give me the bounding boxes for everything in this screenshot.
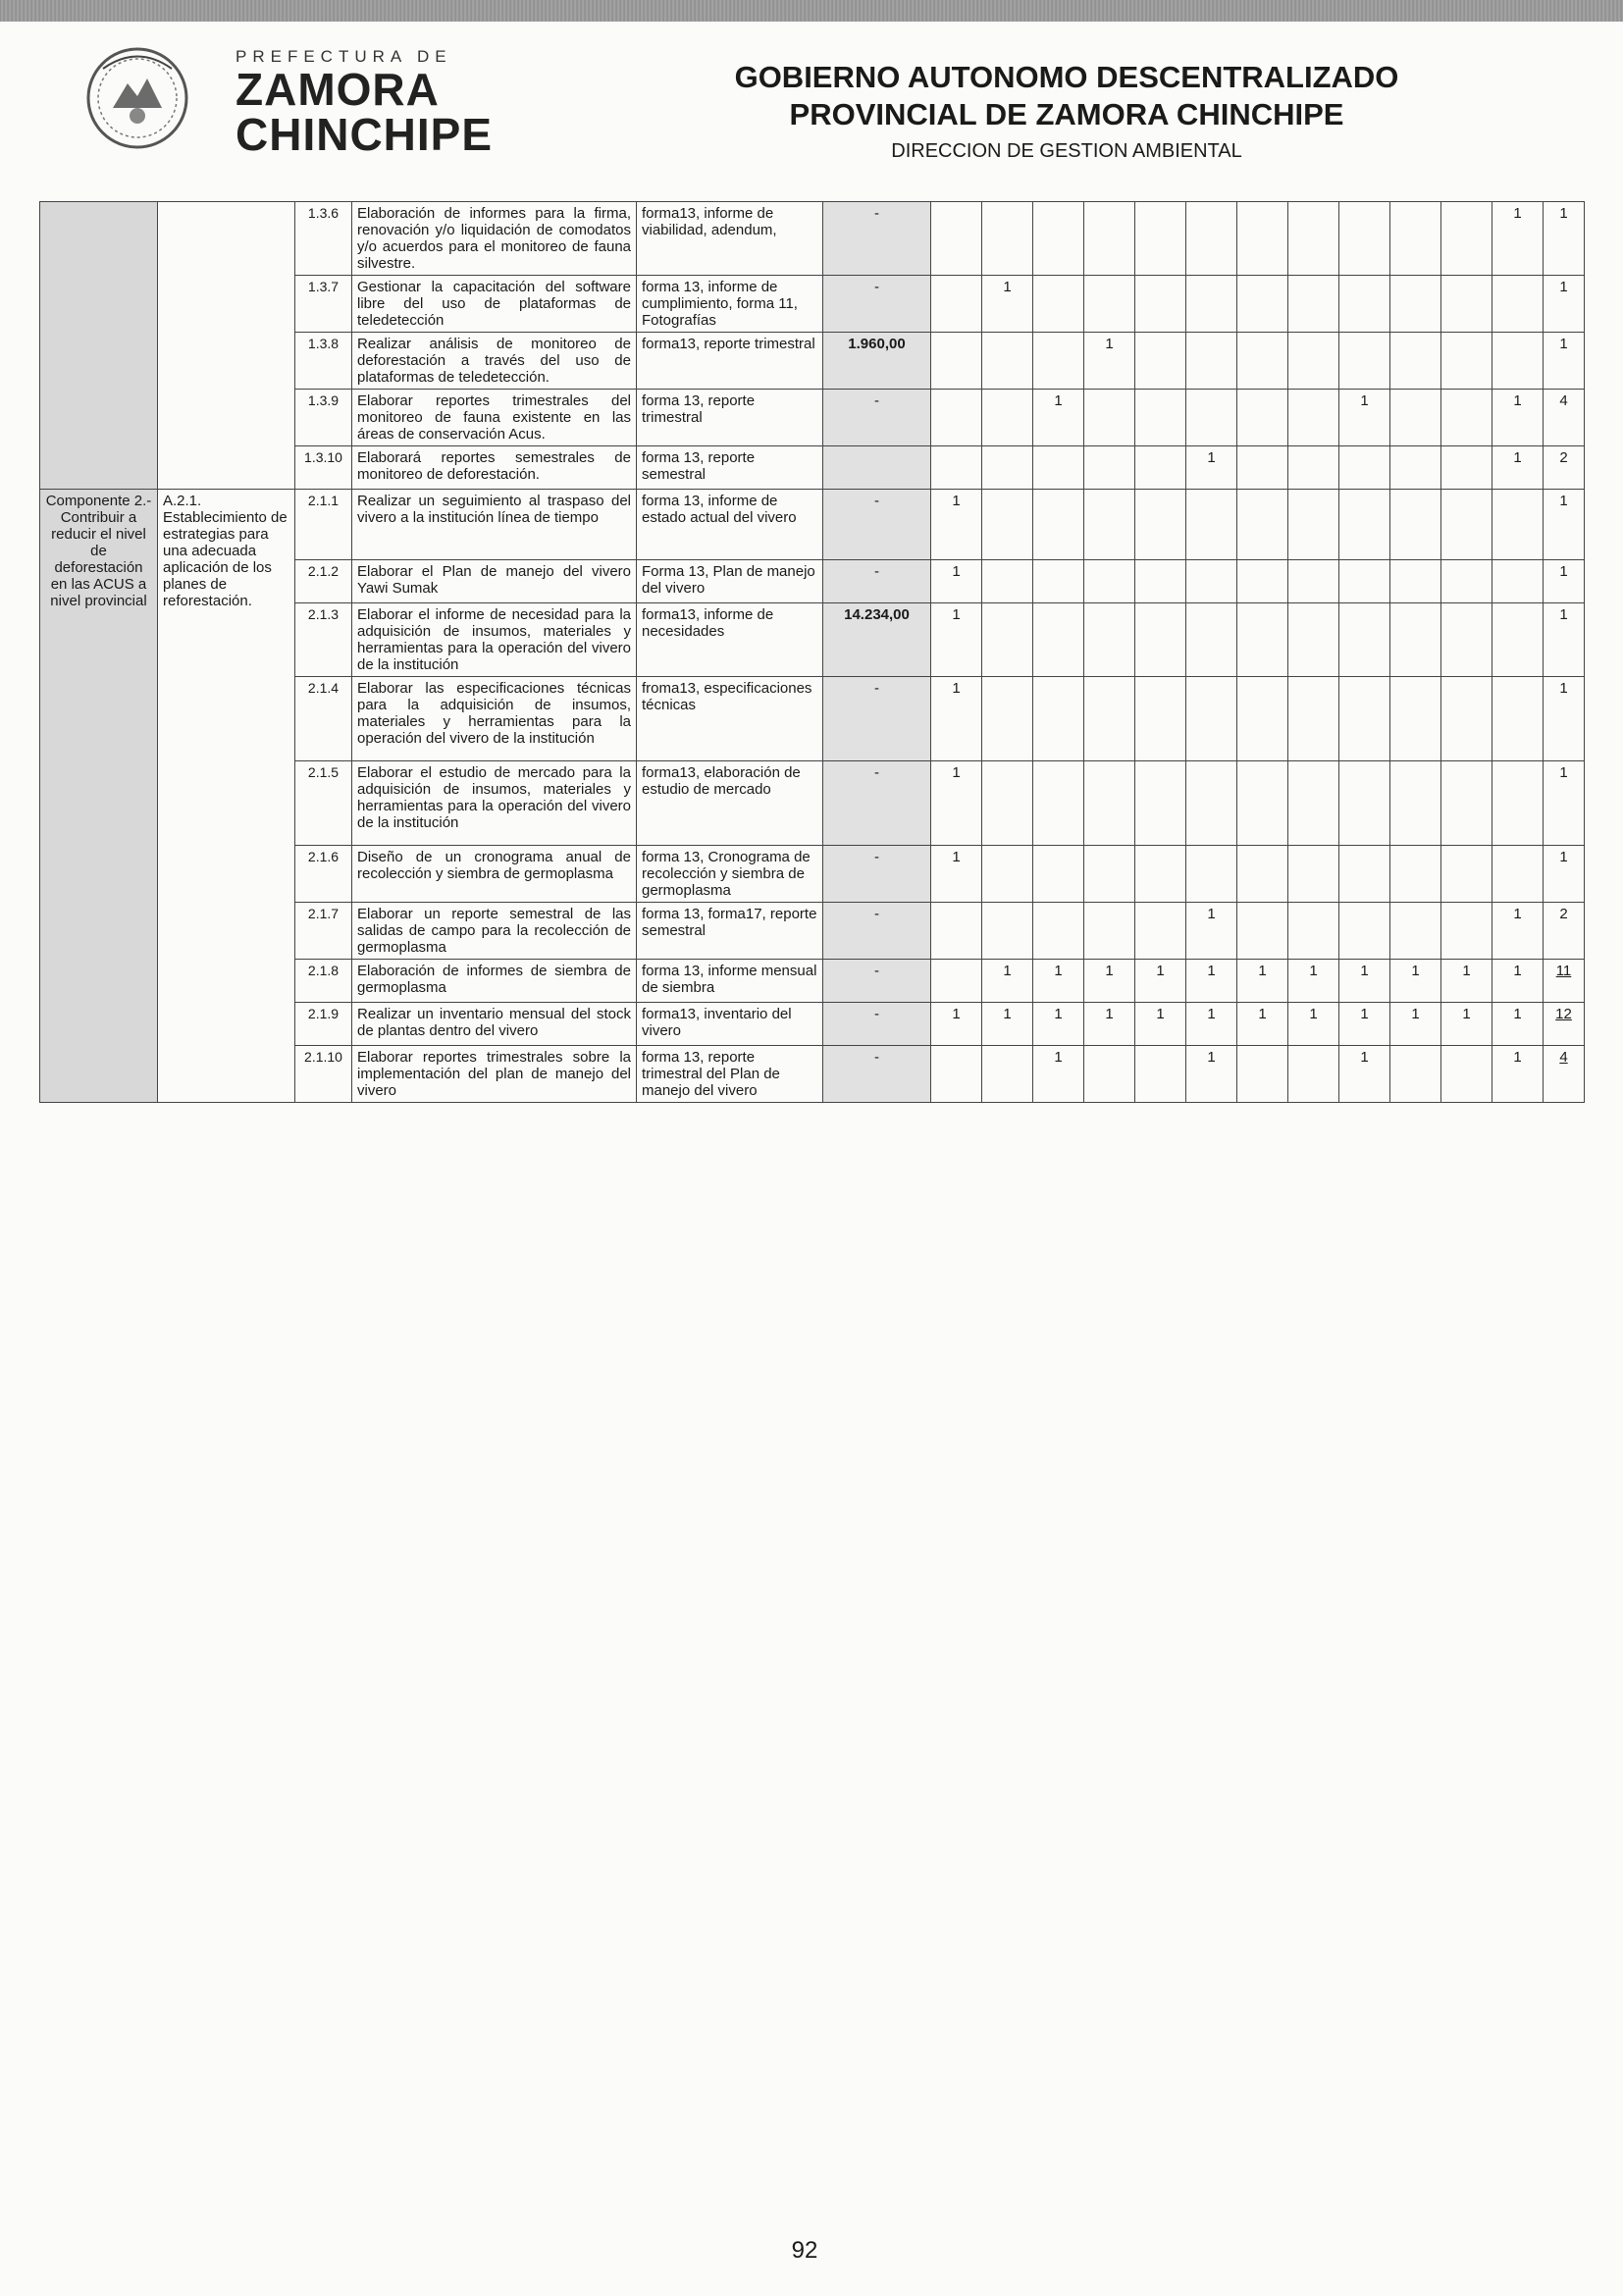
month-2-cell <box>982 560 1033 603</box>
task-code: 1.3.8 <box>295 333 352 390</box>
month-1-cell <box>931 202 982 276</box>
month-3-cell <box>1033 846 1084 903</box>
month-6-cell <box>1186 490 1237 560</box>
month-5-cell: 1 <box>1135 1003 1186 1046</box>
month-11-cell: 1 <box>1441 960 1492 1003</box>
month-1-cell <box>931 446 982 490</box>
task-description: Elaborar las especificaciones técnicas para la adquisición de insumos, materiales y herramientas para la operación del vivero de la institución <box>352 677 637 761</box>
month-3-cell <box>1033 761 1084 846</box>
month-10-cell <box>1390 446 1441 490</box>
total-cell <box>1544 390 1585 446</box>
month-12-cell: 1 <box>1492 1003 1544 1046</box>
month-1-cell: 1 <box>931 1003 982 1046</box>
month-12-cell <box>1492 560 1544 603</box>
month-11-cell <box>1441 333 1492 390</box>
month-10-cell: 1 <box>1390 1003 1441 1046</box>
verification-means: forma13, informe de necesidades <box>637 603 823 677</box>
budget-cell: - <box>823 560 931 603</box>
month-5-cell <box>1135 390 1186 446</box>
month-5-cell <box>1135 677 1186 761</box>
month-11-cell <box>1441 903 1492 960</box>
month-9-cell <box>1339 490 1390 560</box>
month-8-cell <box>1288 560 1339 603</box>
month-1-cell <box>931 276 982 333</box>
task-code: 1.3.10 <box>295 446 352 490</box>
month-10-cell <box>1390 846 1441 903</box>
month-5-cell <box>1135 202 1186 276</box>
month-3-cell: 1 <box>1033 1003 1084 1046</box>
month-8-cell <box>1288 761 1339 846</box>
month-9-cell: 1 <box>1339 390 1390 446</box>
verification-means: Forma 13, Plan de manejo del vivero <box>637 560 823 603</box>
month-2-cell <box>982 1046 1033 1103</box>
verification-means: forma 13, reporte trimestral <box>637 390 823 446</box>
brand-line-1: ZAMORA <box>236 64 440 115</box>
total-cell <box>1544 761 1585 846</box>
month-1-cell <box>931 1046 982 1103</box>
month-12-cell: 1 <box>1492 960 1544 1003</box>
month-8-cell <box>1288 390 1339 446</box>
total-value: 1 <box>1559 849 1568 865</box>
task-description: Diseño de un cronograma anual de recolección y siembra de germoplasma <box>352 846 637 903</box>
month-4-cell <box>1084 761 1135 846</box>
month-10-cell <box>1390 490 1441 560</box>
total-value: 4 <box>1559 392 1568 409</box>
month-3-cell: 1 <box>1033 960 1084 1003</box>
month-5-cell <box>1135 603 1186 677</box>
month-4-cell: 1 <box>1084 1003 1135 1046</box>
activity-plan-body <box>40 202 1585 1103</box>
total-cell <box>1544 202 1585 276</box>
budget-cell: - <box>823 202 931 276</box>
month-4-cell <box>1084 1046 1135 1103</box>
month-7-cell <box>1237 603 1288 677</box>
budget-cell: 1.960,00 <box>823 333 931 390</box>
month-3-cell <box>1033 677 1084 761</box>
total-cell <box>1544 1046 1585 1103</box>
total-cell <box>1544 960 1585 1003</box>
verification-means: forma13, inventario del vivero <box>637 1003 823 1046</box>
month-6-cell <box>1186 677 1237 761</box>
month-7-cell <box>1237 333 1288 390</box>
month-8-cell <box>1288 490 1339 560</box>
month-9-cell <box>1339 202 1390 276</box>
month-2-cell <box>982 333 1033 390</box>
month-8-cell: 1 <box>1288 1003 1339 1046</box>
task-description: Realizar análisis de monitoreo de deforestación a través del uso de plataformas de teledetección. <box>352 333 637 390</box>
month-2-cell <box>982 903 1033 960</box>
total-value: 1 <box>1559 563 1568 580</box>
month-5-cell <box>1135 560 1186 603</box>
month-12-cell: 1 <box>1492 446 1544 490</box>
month-2-cell: 1 <box>982 960 1033 1003</box>
month-10-cell <box>1390 202 1441 276</box>
month-10-cell <box>1390 390 1441 446</box>
total-cell <box>1544 846 1585 903</box>
month-4-cell <box>1084 903 1135 960</box>
month-1-cell: 1 <box>931 846 982 903</box>
task-code: 2.1.7 <box>295 903 352 960</box>
total-cell <box>1544 603 1585 677</box>
month-8-cell <box>1288 446 1339 490</box>
activity-1-cell <box>158 202 295 490</box>
month-7-cell: 1 <box>1237 960 1288 1003</box>
verification-means: forma 13, forma17, reporte semestral <box>637 903 823 960</box>
prefectura-seal-logo <box>79 39 226 157</box>
budget-cell: - <box>823 903 931 960</box>
task-description: Elaborar un reporte semestral de las salidas de campo para la recolección de germoplasma <box>352 903 637 960</box>
task-code: 2.1.6 <box>295 846 352 903</box>
month-3-cell: 1 <box>1033 1046 1084 1103</box>
month-1-cell: 1 <box>931 490 982 560</box>
total-value: 2 <box>1559 906 1568 922</box>
month-3-cell <box>1033 276 1084 333</box>
month-4-cell <box>1084 390 1135 446</box>
month-9-cell <box>1339 333 1390 390</box>
total-cell <box>1544 677 1585 761</box>
task-code: 2.1.9 <box>295 1003 352 1046</box>
month-2-cell <box>982 202 1033 276</box>
document-header <box>79 39 1544 186</box>
month-12-cell: 1 <box>1492 202 1544 276</box>
month-2-cell <box>982 446 1033 490</box>
month-12-cell <box>1492 846 1544 903</box>
month-12-cell <box>1492 761 1544 846</box>
total-value: 2 <box>1559 449 1568 466</box>
task-code: 2.1.4 <box>295 677 352 761</box>
month-6-cell: 1 <box>1186 903 1237 960</box>
task-description: Realizar un inventario mensual del stock de plantas dentro del vivero <box>352 1003 637 1046</box>
total-cell <box>1544 333 1585 390</box>
month-12-cell: 1 <box>1492 903 1544 960</box>
month-11-cell <box>1441 603 1492 677</box>
month-3-cell <box>1033 603 1084 677</box>
month-7-cell <box>1237 903 1288 960</box>
total-cell <box>1544 903 1585 960</box>
month-12-cell: 1 <box>1492 1046 1544 1103</box>
month-1-cell: 1 <box>931 603 982 677</box>
component-2-cell: Componente 2.- Contribuir a reducir el nivel de deforestación en las ACUS a nivel provincial <box>40 490 158 1103</box>
month-6-cell: 1 <box>1186 1003 1237 1046</box>
task-code: 2.1.1 <box>295 490 352 560</box>
verification-means: forma 13, informe mensual de siembra <box>637 960 823 1003</box>
month-1-cell <box>931 960 982 1003</box>
month-6-cell <box>1186 390 1237 446</box>
verification-means: forma13, informe de viabilidad, adendum, <box>637 202 823 276</box>
month-8-cell <box>1288 1046 1339 1103</box>
task-code: 1.3.6 <box>295 202 352 276</box>
budget-cell: - <box>823 1003 931 1046</box>
verification-means: forma13, reporte trimestral <box>637 333 823 390</box>
task-code: 2.1.5 <box>295 761 352 846</box>
month-7-cell <box>1237 846 1288 903</box>
month-10-cell <box>1390 677 1441 761</box>
budget-cell: - <box>823 677 931 761</box>
month-4-cell <box>1084 603 1135 677</box>
month-6-cell: 1 <box>1186 1046 1237 1103</box>
month-10-cell <box>1390 903 1441 960</box>
table-row <box>40 490 1585 560</box>
month-4-cell <box>1084 490 1135 560</box>
month-4-cell: 1 <box>1084 333 1135 390</box>
month-1-cell: 1 <box>931 761 982 846</box>
budget-cell: - <box>823 490 931 560</box>
month-12-cell <box>1492 677 1544 761</box>
month-12-cell <box>1492 490 1544 560</box>
month-7-cell <box>1237 276 1288 333</box>
month-7-cell <box>1237 1046 1288 1103</box>
month-5-cell <box>1135 903 1186 960</box>
budget-cell: - <box>823 846 931 903</box>
document-titles <box>589 59 1544 165</box>
month-1-cell: 1 <box>931 677 982 761</box>
month-9-cell <box>1339 603 1390 677</box>
month-5-cell <box>1135 333 1186 390</box>
month-11-cell <box>1441 846 1492 903</box>
task-code: 2.1.10 <box>295 1046 352 1103</box>
month-2-cell <box>982 390 1033 446</box>
task-description: Elaborar el Plan de manejo del vivero Yawi Sumak <box>352 560 637 603</box>
month-5-cell <box>1135 846 1186 903</box>
total-cell <box>1544 1003 1585 1046</box>
verification-means: forma13, elaboración de estudio de mercado <box>637 761 823 846</box>
task-description: Elaborar reportes trimestrales del monitoreo de fauna existente en las áreas de conservación Acus. <box>352 390 637 446</box>
month-4-cell <box>1084 276 1135 333</box>
month-1-cell <box>931 903 982 960</box>
month-9-cell <box>1339 903 1390 960</box>
month-3-cell <box>1033 490 1084 560</box>
month-2-cell <box>982 677 1033 761</box>
month-10-cell <box>1390 560 1441 603</box>
total-value: 12 <box>1555 1006 1572 1022</box>
month-4-cell: 1 <box>1084 960 1135 1003</box>
month-1-cell: 1 <box>931 560 982 603</box>
total-cell <box>1544 446 1585 490</box>
total-value: 1 <box>1559 279 1568 295</box>
task-description: Gestionar la capacitación del software libre del uso de plataformas de teledetección <box>352 276 637 333</box>
budget-cell: - <box>823 960 931 1003</box>
month-8-cell <box>1288 333 1339 390</box>
month-11-cell <box>1441 202 1492 276</box>
month-7-cell <box>1237 202 1288 276</box>
month-12-cell <box>1492 603 1544 677</box>
total-value: 1 <box>1559 606 1568 623</box>
total-value: 11 <box>1555 963 1572 979</box>
month-8-cell <box>1288 903 1339 960</box>
budget-cell: - <box>823 390 931 446</box>
month-7-cell <box>1237 446 1288 490</box>
month-5-cell <box>1135 761 1186 846</box>
verification-means: forma 13, informe de cumplimiento, forma 11, Fotografías <box>637 276 823 333</box>
month-7-cell <box>1237 390 1288 446</box>
month-9-cell: 1 <box>1339 960 1390 1003</box>
brand-line-2: CHINCHIPE <box>236 109 494 160</box>
month-12-cell <box>1492 276 1544 333</box>
brand-block <box>236 47 559 160</box>
month-4-cell <box>1084 677 1135 761</box>
title-line-3: DIRECCION DE GESTION AMBIENTAL <box>891 140 1242 162</box>
month-3-cell <box>1033 333 1084 390</box>
page-number: 92 <box>791 2237 818 2264</box>
month-11-cell: 1 <box>1441 1003 1492 1046</box>
title-line-2: PROVINCIAL DE ZAMORA CHINCHIPE <box>789 97 1344 131</box>
month-2-cell <box>982 603 1033 677</box>
month-10-cell <box>1390 761 1441 846</box>
activity-plan-table <box>39 201 1585 1103</box>
month-8-cell <box>1288 276 1339 333</box>
month-4-cell <box>1084 560 1135 603</box>
month-7-cell: 1 <box>1237 1003 1288 1046</box>
month-6-cell <box>1186 276 1237 333</box>
total-value: 1 <box>1559 680 1568 697</box>
month-3-cell <box>1033 202 1084 276</box>
month-6-cell <box>1186 846 1237 903</box>
month-8-cell <box>1288 846 1339 903</box>
month-3-cell <box>1033 446 1084 490</box>
month-2-cell: 1 <box>982 276 1033 333</box>
task-description: Elaborar el informe de necesidad para la adquisición de insumos, materiales y herramientas para la operación del vivero de la institución <box>352 603 637 677</box>
total-value: 1 <box>1559 493 1568 509</box>
task-description: Realizar un seguimiento al traspaso del vivero a la institución línea de tiempo <box>352 490 637 560</box>
month-10-cell <box>1390 276 1441 333</box>
month-9-cell: 1 <box>1339 1046 1390 1103</box>
task-description: Elaborará reportes semestrales de monitoreo de deforestación. <box>352 446 637 490</box>
month-9-cell: 1 <box>1339 1003 1390 1046</box>
month-7-cell <box>1237 490 1288 560</box>
month-10-cell: 1 <box>1390 960 1441 1003</box>
verification-means: forma 13, reporte trimestral del Plan de manejo del vivero <box>637 1046 823 1103</box>
total-cell <box>1544 490 1585 560</box>
month-4-cell <box>1084 202 1135 276</box>
month-2-cell <box>982 761 1033 846</box>
month-10-cell <box>1390 333 1441 390</box>
month-5-cell <box>1135 446 1186 490</box>
month-6-cell <box>1186 761 1237 846</box>
verification-means: forma 13, reporte semestral <box>637 446 823 490</box>
budget-cell: 14.234,00 <box>823 603 931 677</box>
budget-cell: - <box>823 1046 931 1103</box>
task-code: 2.1.8 <box>295 960 352 1003</box>
total-cell <box>1544 276 1585 333</box>
month-7-cell <box>1237 761 1288 846</box>
activity-a21-cell: A.2.1. Establecimiento de estrategias para una adecuada aplicación de los planes de reforestación. <box>158 490 295 1103</box>
task-description: Elaborar reportes trimestrales sobre la implementación del plan de manejo del vivero <box>352 1046 637 1103</box>
month-8-cell <box>1288 677 1339 761</box>
month-5-cell <box>1135 276 1186 333</box>
month-5-cell <box>1135 490 1186 560</box>
month-10-cell <box>1390 1046 1441 1103</box>
month-6-cell: 1 <box>1186 446 1237 490</box>
budget-cell <box>823 446 931 490</box>
component-1-cell <box>40 202 158 490</box>
month-5-cell: 1 <box>1135 960 1186 1003</box>
month-3-cell <box>1033 560 1084 603</box>
month-11-cell <box>1441 560 1492 603</box>
month-6-cell <box>1186 603 1237 677</box>
month-4-cell <box>1084 446 1135 490</box>
month-9-cell <box>1339 446 1390 490</box>
total-value: 1 <box>1559 336 1568 352</box>
task-code: 2.1.2 <box>295 560 352 603</box>
month-2-cell <box>982 846 1033 903</box>
month-11-cell <box>1441 276 1492 333</box>
month-8-cell: 1 <box>1288 960 1339 1003</box>
month-12-cell: 1 <box>1492 390 1544 446</box>
task-description: Elaboración de informes para la firma, renovación y/o liquidación de comodatos y/o acuerdos para el monitoreo de fauna silvestre. <box>352 202 637 276</box>
month-7-cell <box>1237 677 1288 761</box>
total-cell <box>1544 560 1585 603</box>
month-6-cell <box>1186 560 1237 603</box>
month-9-cell <box>1339 560 1390 603</box>
month-9-cell <box>1339 761 1390 846</box>
month-10-cell <box>1390 603 1441 677</box>
month-9-cell <box>1339 846 1390 903</box>
month-1-cell <box>931 390 982 446</box>
task-code: 1.3.9 <box>295 390 352 446</box>
brand-prefix: PREFECTURA DE <box>236 47 452 66</box>
month-11-cell <box>1441 761 1492 846</box>
task-description: Elaborar el estudio de mercado para la adquisición de insumos, materiales y herramientas para la operación del vivero de la institución <box>352 761 637 846</box>
month-1-cell <box>931 333 982 390</box>
month-5-cell <box>1135 1046 1186 1103</box>
budget-cell: - <box>823 276 931 333</box>
task-code: 2.1.3 <box>295 603 352 677</box>
month-2-cell: 1 <box>982 1003 1033 1046</box>
table-row <box>40 202 1585 276</box>
month-11-cell <box>1441 677 1492 761</box>
title-line-1: GOBIERNO AUTONOMO DESCENTRALIZADO <box>734 60 1399 94</box>
month-9-cell <box>1339 276 1390 333</box>
budget-cell: - <box>823 761 931 846</box>
month-11-cell <box>1441 446 1492 490</box>
task-description: Elaboración de informes de siembra de germoplasma <box>352 960 637 1003</box>
month-11-cell <box>1441 490 1492 560</box>
verification-means: forma 13, informe de estado actual del vivero <box>637 490 823 560</box>
month-3-cell: 1 <box>1033 390 1084 446</box>
month-9-cell <box>1339 677 1390 761</box>
month-12-cell <box>1492 333 1544 390</box>
month-4-cell <box>1084 846 1135 903</box>
total-value: 1 <box>1559 205 1568 222</box>
task-code: 1.3.7 <box>295 276 352 333</box>
month-8-cell <box>1288 202 1339 276</box>
scan-edge-band <box>0 0 1623 22</box>
month-11-cell <box>1441 1046 1492 1103</box>
total-value: 4 <box>1559 1049 1568 1066</box>
month-6-cell: 1 <box>1186 960 1237 1003</box>
month-2-cell <box>982 490 1033 560</box>
month-7-cell <box>1237 560 1288 603</box>
month-8-cell <box>1288 603 1339 677</box>
month-6-cell <box>1186 333 1237 390</box>
month-11-cell <box>1441 390 1492 446</box>
month-6-cell <box>1186 202 1237 276</box>
month-3-cell <box>1033 903 1084 960</box>
verification-means: forma 13, Cronograma de recolección y siembra de germoplasma <box>637 846 823 903</box>
verification-means: froma13, especificaciones técnicas <box>637 677 823 761</box>
total-value: 1 <box>1559 764 1568 781</box>
